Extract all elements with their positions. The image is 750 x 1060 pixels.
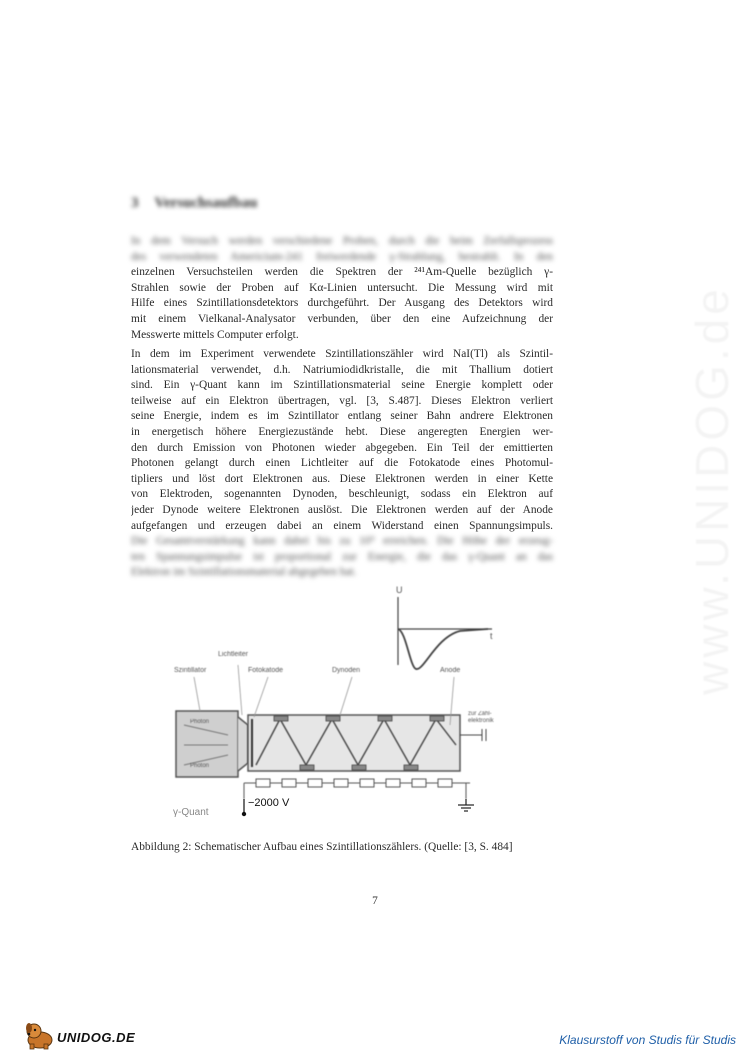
text-line: Hilfe eines Szintillationsdetektors durchgeführt. Der Ausgang des Detektors wird: [131, 297, 553, 310]
paragraph-scintillator: [131, 347, 553, 581]
text-line: des verwendeten Americium-241 freiwerdende γ-Strahlung, bestrahlt. In den: [131, 250, 553, 263]
high-voltage-terminal: [242, 799, 245, 816]
text-line: In dem im Experiment verwendete Szintillationszähler wird NaI(Tl) als Szintil-: [131, 348, 553, 360]
page-number: 7: [372, 895, 378, 907]
text-line: von Elektroden, sogenannten Dynoden, beschleunigt, sodass ein Elektron auf: [131, 488, 553, 501]
pulse-curve: [398, 629, 488, 669]
text-line: in energetisch höhere Energiezustände hebt. Diese angeregten Energien wer-: [131, 425, 553, 438]
footer-tagline: Klausurstoff von Studis für Studis: [559, 1033, 736, 1047]
voltage-label: −2000 V: [248, 797, 290, 809]
pulse-plot: [398, 597, 492, 669]
photon-bottom-label: Photon: [190, 763, 210, 769]
text-line: Messwerte mittels Computer erfolgt.: [131, 328, 299, 341]
fotokatode-label: Fotokatode: [248, 667, 284, 674]
text-line: teilweise auf ein Elektron übertragen, vgl. [3, S.487]. Dieses Elektron verliert: [131, 394, 553, 407]
text-line: aufgefangen und erzeugen dabei an einem Widerstand einen Spannungsimpuls.: [131, 519, 553, 532]
t-axis-label: t: [490, 631, 493, 641]
section-number: 3: [131, 195, 139, 211]
scintillation-counter-diagram: [170, 585, 500, 825]
text-line: den durch Emission von Photonen wieder abgegeben. Ein Teil der emittierten: [131, 441, 553, 454]
text-line: mit einem Vielkanal-Analysator verbunden, über den eine Aufzeichnung der: [131, 312, 553, 325]
text-line: Photonen gelangt durch einen Lichtleiter auf die Fotokatode eines Photomul-: [131, 457, 553, 470]
text-line: jeder Dynode weitere Elektronen auslöst. Die Elektronen werden auf der Anode: [131, 503, 553, 516]
text-line: tipliers und löst dort Elektronen aus. Diese Elektronen werden in einer Kette: [131, 472, 553, 485]
text-line: In dem Versuch werden verschiedene Proben, durch die beim Zerfallsprozess: [131, 235, 553, 247]
szintillator-label: Szintillator: [174, 667, 207, 674]
figure-caption: Abbildung 2: Schematischer Aufbau eines Szintillationszählers. (Quelle: [3, S. 484]: [131, 841, 513, 853]
gamma-quant-label: γ-Quant: [173, 807, 209, 818]
unidog-logo[interactable]: [22, 1020, 162, 1050]
text-line: sind. Ein γ-Quant kann im Szintillationsmaterial seine Energie komplett oder: [131, 379, 553, 392]
text-line: Die Gesamtverstärkung kann dabei bis zu 10⁹ erreichen. Die Höhe der erzeug-: [131, 535, 553, 548]
divider-chain: [244, 779, 470, 799]
logo-text: UNIDOG.DE: [57, 1030, 136, 1045]
text-line: lationsmaterial verwendet, d.h. Natriumiodidkristalle, die mit Thallium dotiert: [131, 363, 553, 376]
diagram-drawing: [170, 585, 500, 825]
text-line: Strahlen sowie der Proben auf Kα-Linien untersucht. Die Messung wird mit: [131, 281, 553, 294]
text-line: einzelnen Versuchsteilen werden die Spektren der ²⁴¹Am-Quelle bezüglich γ-: [131, 266, 553, 279]
u-axis-label: U: [396, 585, 403, 595]
dynoden-label: Dynoden: [332, 667, 361, 674]
watermark-text: [685, 285, 739, 695]
text-line: ten Spannungsimpulse ist proportional zur Energie, die das γ-Quant an das: [131, 550, 553, 563]
ground-symbol: [458, 799, 474, 811]
section-title: Versuchsaufbau: [154, 195, 258, 211]
photon-top-label: Photon: [190, 719, 210, 725]
text-line: Elektron im Szintillationsmaterial abgegeben hat.: [131, 566, 357, 579]
lichtleiter-label: Lichtleiter: [218, 651, 248, 658]
zaehlelektronik-label: zur Zähl- elektronik: [468, 711, 494, 724]
scintillator: [176, 711, 248, 777]
section-heading: [131, 195, 257, 212]
text-line: seine Energie, indem es im Szintillator entlang seiner Bahn andrere Elektronen: [131, 410, 553, 423]
anode-label: Anode: [440, 667, 461, 674]
dog-icon: [22, 1020, 56, 1050]
paragraph-setup: [131, 234, 553, 343]
